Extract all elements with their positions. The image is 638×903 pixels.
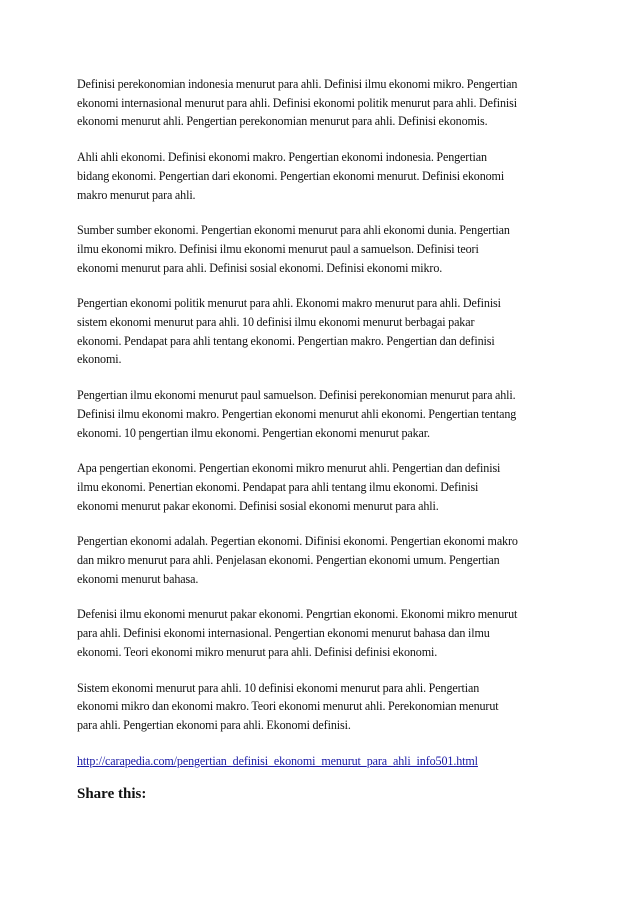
text-line: ekonomi internasional menurut para ahli. Definisi ekonomi politik menurut para ahli. Definisi xyxy=(77,95,517,110)
paragraph-8 xyxy=(77,605,567,661)
paragraph-9 xyxy=(77,679,567,735)
text-line: bidang ekonomi. Pengertian dari ekonomi. Pengertian ekonomi menurut. Definisi ekonomi xyxy=(77,168,505,183)
text-line: ekonomi. xyxy=(77,352,122,367)
text-line: Definisi perekonomian indonesia menurut para ahli. Definisi ilmu ekonomi mikro. Pengertian xyxy=(77,77,518,91)
paragraph-2 xyxy=(77,148,567,204)
text-line: Pengertian ilmu ekonomi menurut paul samuelson. Definisi perekonomian menurut para ahli. xyxy=(77,388,516,403)
paragraph-5 xyxy=(77,386,567,442)
text-line: para ahli. Pengertian ekonomi para ahli. Ekonomi definisi. xyxy=(77,717,351,732)
text-line: Defenisi ilmu ekonomi menurut pakar ekonomi. Pengrtian ekonomi. Ekonomi mikro menurut xyxy=(77,607,518,622)
share-heading: Share this: xyxy=(77,786,147,803)
text-line: ekonomi. 10 pengertian ilmu ekonomi. Pengertian ekonomi menurut pakar. xyxy=(77,425,430,440)
text-line: ekonomi. Pendapat para ahli tentang ekonomi. Pengertian makro. Pengertian dan definisi xyxy=(77,333,495,348)
text-line: ekonomi menurut ahli. Pengertian perekonomian menurut para ahli. Definisi ekonomis. xyxy=(77,114,488,129)
source-link[interactable]: http://carapedia.com/pengertian_definisi_ekonomi_menurut_para_ahli_info501.html xyxy=(77,753,478,768)
paragraph-4 xyxy=(77,294,567,369)
paragraph-6 xyxy=(77,459,567,515)
paragraph-3 xyxy=(77,221,567,277)
text-line: para ahli. Definisi ekonomi internasional. Pengertian ekonomi menurut bahasa dan ilmu xyxy=(77,626,490,641)
paragraph-1 xyxy=(77,75,567,131)
text-line: ekonomi menurut pakar ekonomi. Definisi sosial ekonomi menurut para ahli. xyxy=(77,498,439,513)
text-line: Apa pengertian ekonomi. Pengertian ekonomi mikro menurut ahli. Pengertian dan definisi xyxy=(77,461,501,476)
text-line: Pengertian ekonomi politik menurut para ahli. Ekonomi makro menurut para ahli. Definisi xyxy=(77,296,501,311)
document-body xyxy=(77,75,567,804)
text-line: ekonomi. Teori ekonomi mikro menurut para ahli. Definisi definisi ekonomi. xyxy=(77,644,438,659)
text-line: sistem ekonomi menurut para ahli. 10 definisi ilmu ekonomi menurut berbagai pakar xyxy=(77,315,475,330)
paragraph-7 xyxy=(77,532,567,588)
text-line: ekonomi menurut bahasa. xyxy=(77,571,199,586)
text-line: Ahli ahli ekonomi. Definisi ekonomi makro. Pengertian ekonomi indonesia. Pengertian xyxy=(77,150,487,165)
text-line: makro menurut para ahli. xyxy=(77,187,196,202)
text-line: ekonomi mikro dan ekonomi makro. Teori ekonomi menurut ahli. Perekonomian menurut xyxy=(77,699,499,714)
text-line: ilmu ekonomi. Penertian ekonomi. Pendapat para ahli tentang ilmu ekonomi. Definisi xyxy=(77,479,479,494)
text-line: Pengertian ekonomi adalah. Pegertian ekonomi. Difinisi ekonomi. Pengertian ekonomi makro xyxy=(77,534,518,549)
text-line: Definisi ilmu ekonomi makro. Pengertian ekonomi menurut ahli ekonomi. Pengertian tentang xyxy=(77,406,517,421)
text-line: dan mikro menurut para ahli. Penjelasan ekonomi. Pengertian ekonomi umum. Pengertian xyxy=(77,553,500,568)
text-line: Sumber sumber ekonomi. Pengertian ekonomi menurut para ahli ekonomi dunia. Pengertian xyxy=(77,223,510,238)
text-line: Sistem ekonomi menurut para ahli. 10 definisi ekonomi menurut para ahli. Pengertian xyxy=(77,680,480,695)
text-line: ekonomi menurut para ahli. Definisi sosial ekonomi. Definisi ekonomi mikro. xyxy=(77,260,443,275)
text-line: ilmu ekonomi mikro. Definisi ilmu ekonomi menurut paul a samuelson. Definisi teori xyxy=(77,241,479,256)
